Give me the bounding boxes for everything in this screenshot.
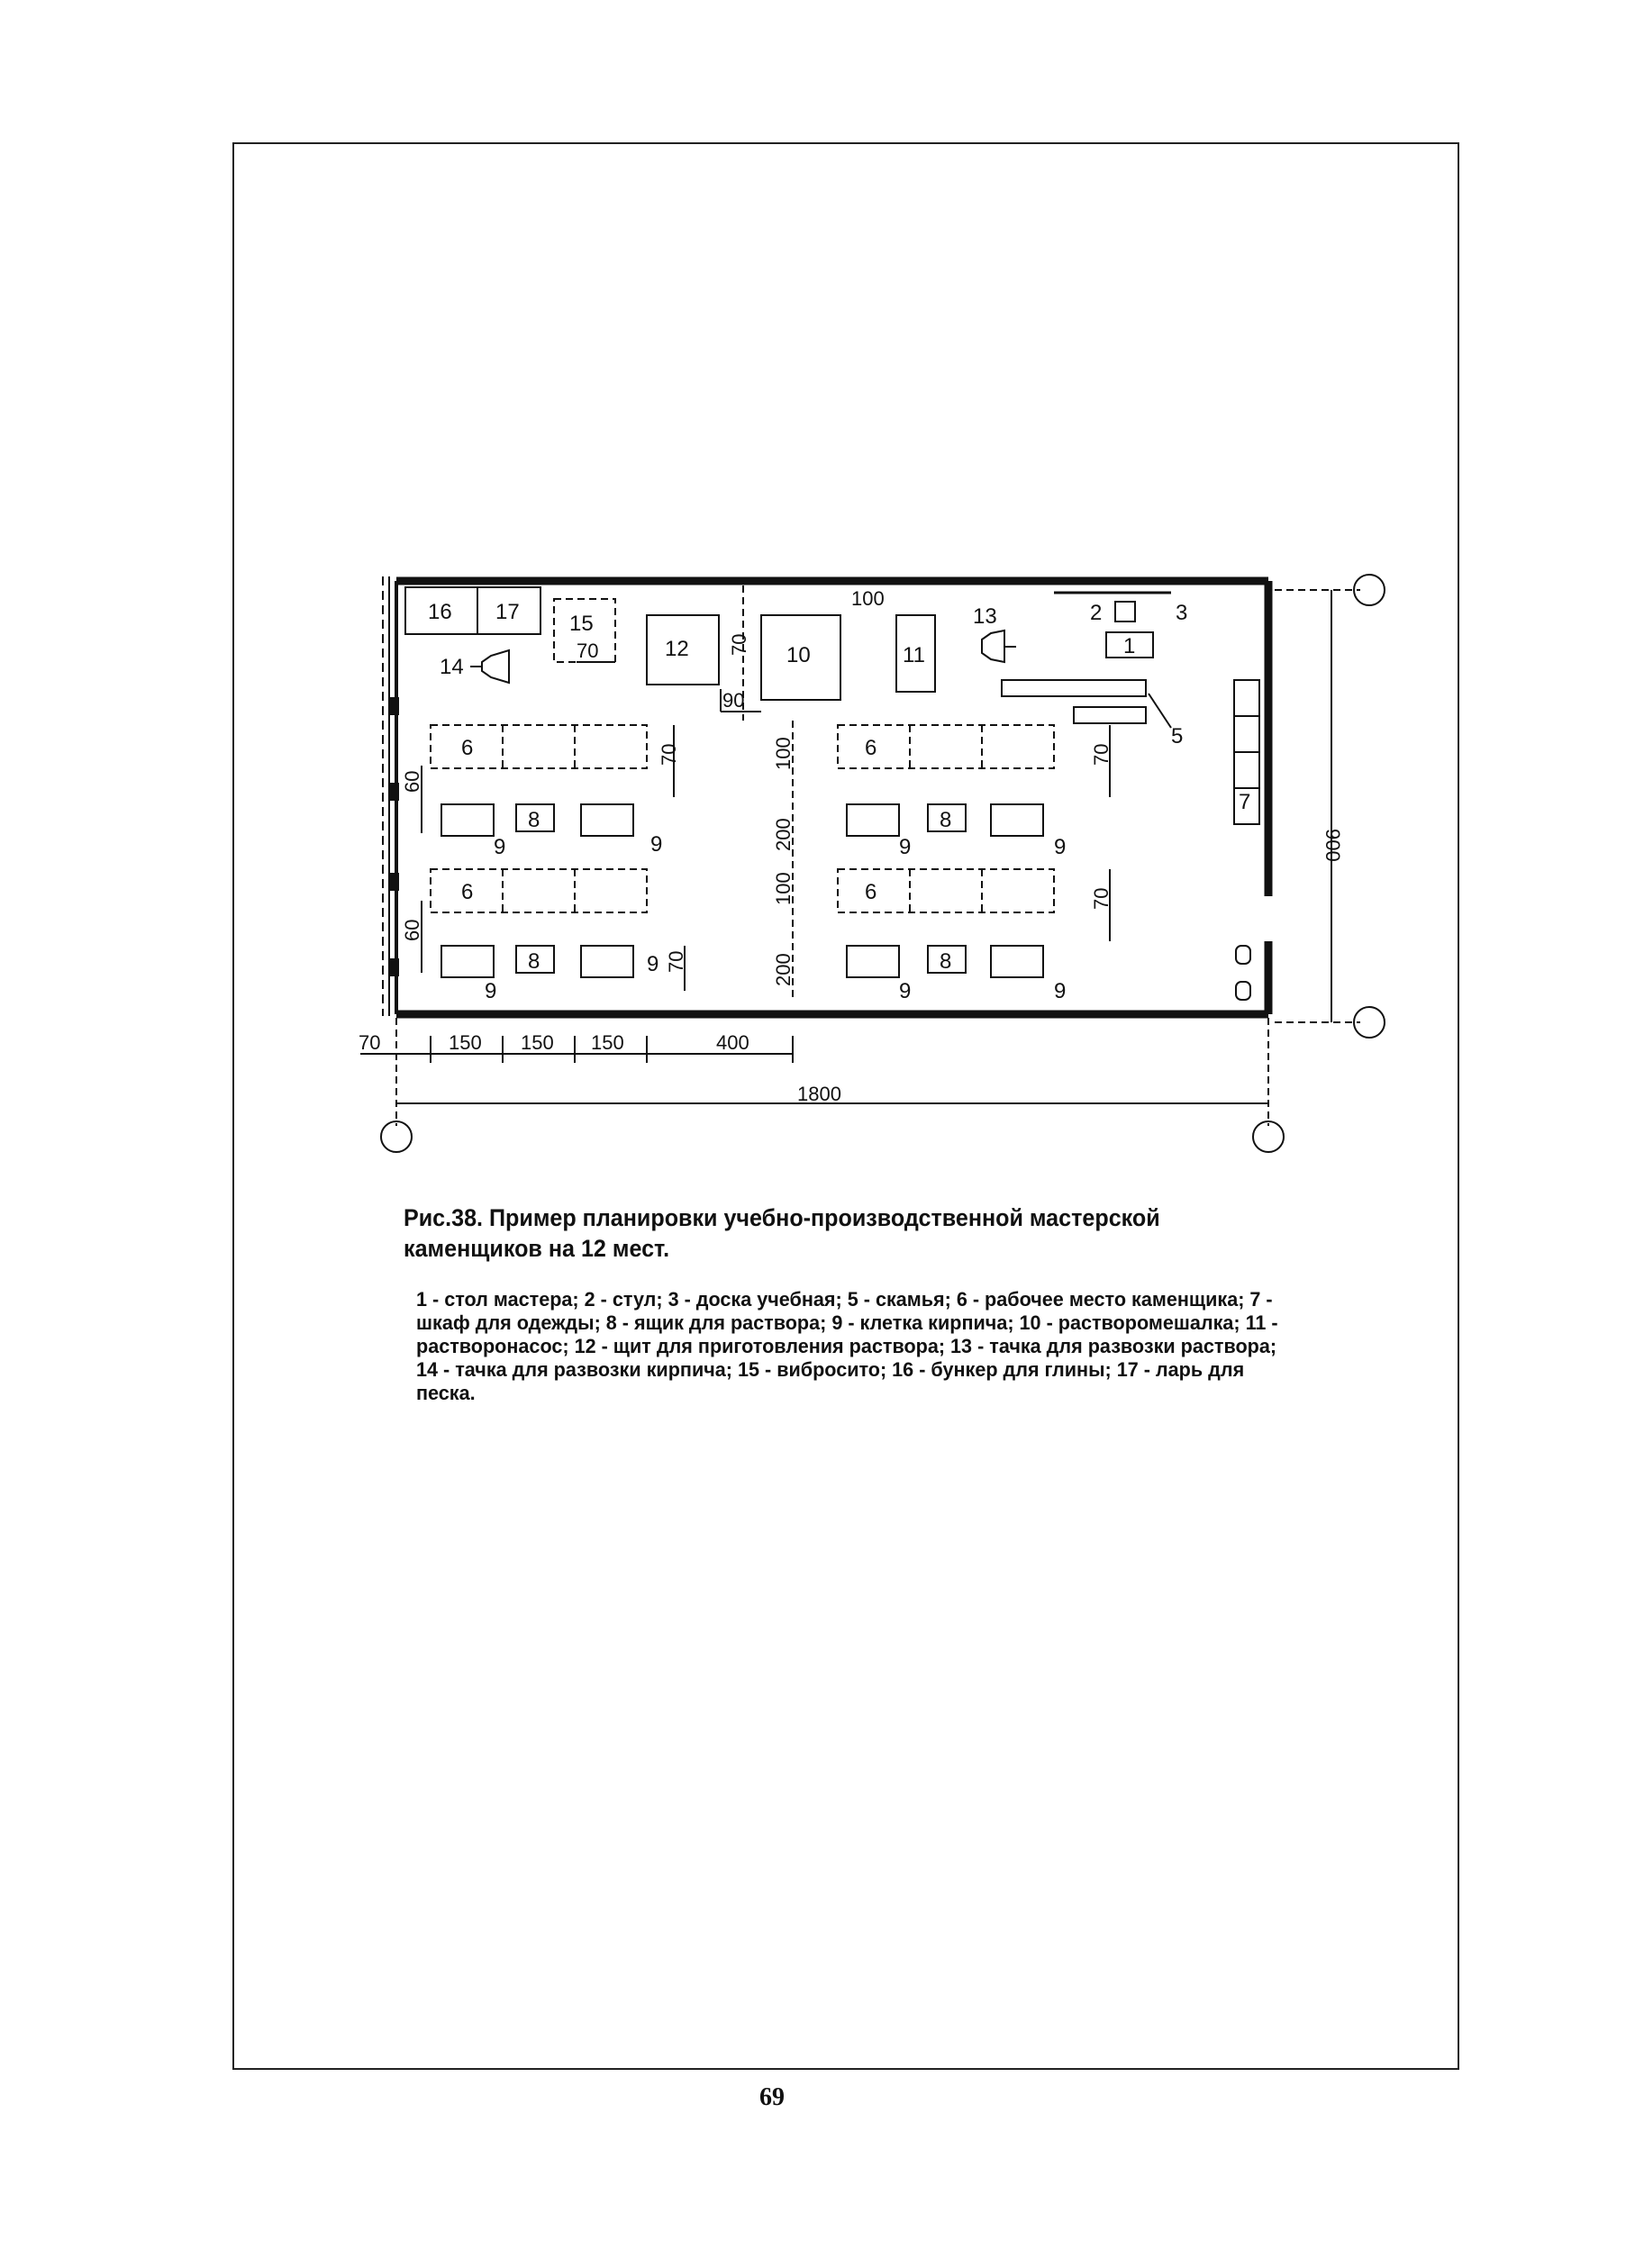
label-9-g: 9 xyxy=(1054,979,1067,1003)
figure-caption-title: Рис.38. Пример планировки учебно-производственной мастерской каменщиков на 12 мест. xyxy=(404,1204,1160,1262)
label-9-b: 9 xyxy=(650,832,663,857)
axis-marker-bottom-left xyxy=(381,1121,412,1152)
label-6-d: 6 xyxy=(865,880,877,904)
bench-5b xyxy=(1074,707,1146,723)
label-9-d: 9 xyxy=(1054,835,1067,859)
dim-70-vert-c: 70 xyxy=(1090,887,1113,910)
chair-2 xyxy=(1115,602,1135,621)
label-8-a: 8 xyxy=(528,808,540,832)
dim-1800: 1800 xyxy=(797,1083,841,1105)
label-5: 5 xyxy=(1171,724,1184,748)
dim-100-vert-a: 100 xyxy=(772,737,795,770)
label-9-f: 9 xyxy=(899,979,912,1003)
dim-70-vert-a: 70 xyxy=(658,743,680,766)
label-11: 11 xyxy=(903,643,925,667)
label-17: 17 xyxy=(495,600,520,624)
label-9-h: 9 xyxy=(647,952,659,976)
dim-70-vert-b: 70 xyxy=(1090,743,1113,766)
dim-70-vert-top: 70 xyxy=(728,633,750,656)
dim-200-vert-a: 200 xyxy=(772,818,795,851)
dim-60-vert-b: 60 xyxy=(401,919,423,941)
figure-legend: 1 - стол мастера; 2 - стул; 3 - доска учебная; 5 - скамья; 6 - рабочее место каменщика; 7 - шкаф для одежды; 8 - ящик для раствора; 9 - клетка кирпича; 10 - растворомешалка; 11 - растворонасос; 12 - щит для приготовления раствора; 13 - тачка для развозки раствора; 14 - тачка для развозки кирпича; 15 - вибросито; 16 - бункер для глины; 17 - ларь для песка. xyxy=(416,1288,1278,1404)
label-12: 12 xyxy=(665,637,689,661)
wheelbarrow-13-icon xyxy=(982,631,1016,662)
wheelbarrow-14-icon xyxy=(470,650,509,683)
label-10: 10 xyxy=(786,643,811,667)
page-number: 69 xyxy=(759,2083,785,2111)
axis-marker-bottom-right xyxy=(1253,1121,1284,1152)
label-3: 3 xyxy=(1176,601,1188,625)
label-6-c: 6 xyxy=(865,736,877,760)
dim-100-vert-b: 100 xyxy=(772,872,795,905)
dim-150-c: 150 xyxy=(591,1031,624,1054)
label-8-d: 8 xyxy=(940,949,952,974)
dim-150-a: 150 xyxy=(449,1031,482,1054)
label-14: 14 xyxy=(440,655,464,679)
dim-70-vert-d: 70 xyxy=(665,950,687,973)
label-9-a: 9 xyxy=(494,835,506,859)
label-6-a: 6 xyxy=(461,736,474,760)
bench-5a xyxy=(1002,680,1146,696)
label-16: 16 xyxy=(428,600,452,624)
label-9-e: 9 xyxy=(485,979,497,1003)
label-2: 2 xyxy=(1090,601,1103,625)
dim-150-b: 150 xyxy=(521,1031,554,1054)
label-1: 1 xyxy=(1123,634,1136,658)
label-8-c: 8 xyxy=(940,808,952,832)
dim-200-vert-b: 200 xyxy=(772,953,795,986)
dim-70-bottom: 70 xyxy=(359,1031,381,1054)
dim-900-vert: 900 xyxy=(1322,829,1344,862)
label-8-b: 8 xyxy=(528,949,540,974)
dim-90: 90 xyxy=(722,689,745,712)
dim-60-vert-a: 60 xyxy=(401,770,423,793)
dim-70-sieve: 70 xyxy=(577,640,599,662)
label-15: 15 xyxy=(569,612,594,636)
label-13: 13 xyxy=(973,604,997,629)
label-9-c: 9 xyxy=(899,835,912,859)
dim-100-top: 100 xyxy=(851,587,885,610)
label-6-b: 6 xyxy=(461,880,474,904)
dim-400: 400 xyxy=(716,1031,749,1054)
label-7: 7 xyxy=(1239,790,1251,814)
